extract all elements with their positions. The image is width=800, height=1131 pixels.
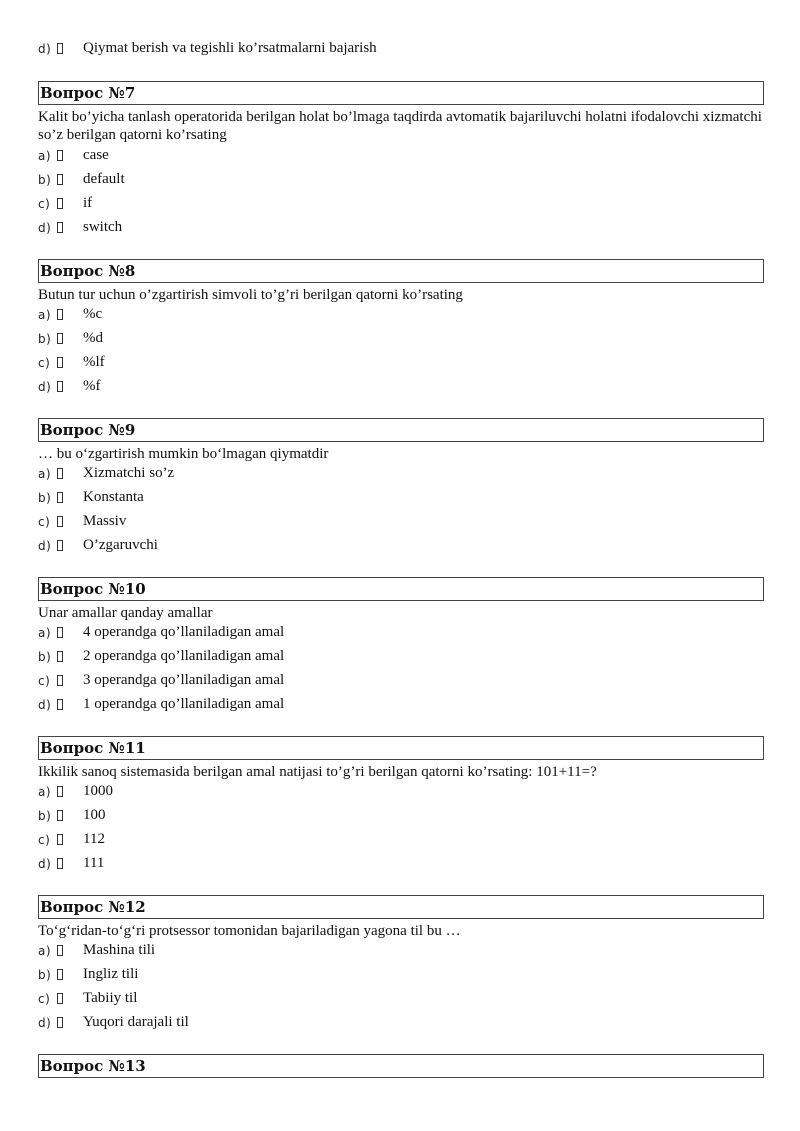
checkbox-icon[interactable] [57,627,63,638]
option-text: O’zgaruvchi [83,537,158,553]
question-header-13 [38,1054,764,1078]
option-text: Xizmatchi so’z [83,465,175,481]
option-text: Ingliz tili [83,966,139,982]
option-letter: a) [38,626,52,640]
checkbox-icon[interactable] [57,468,63,479]
question-text-9: … bu o‘zgartirish mumkin bo‘lmagan qiymatdir [38,446,329,462]
checkbox-icon[interactable] [57,993,63,1004]
option-10-a[interactable] [38,624,758,646]
option-text: Massiv [83,513,127,529]
option-text: case [83,147,109,163]
checkbox-icon[interactable] [57,699,63,710]
checkbox-icon[interactable] [57,492,63,503]
option-letter: c) [38,992,51,1006]
question-title: Вопрос №11 [40,739,146,757]
question-title: Вопрос №10 [40,580,146,598]
option-12-b[interactable] [38,966,758,988]
checkbox-icon[interactable] [57,43,63,54]
option-9-b[interactable] [38,489,758,511]
checkbox-icon[interactable] [57,945,63,956]
option-text: default [83,171,125,187]
question-text-7: Kalit bo’yicha tanlash operatorida berilgan holat bo’lmaga taqdirda avtomatik bajariluvchi holatni ifodalovchi xizmatchi so’z berilgan qatorni ko’rsating [38,109,762,143]
option-text: 3 operandga qo’llaniladigan amal [83,672,285,688]
question-text-12: To‘g‘ridan-to‘g‘ri protsessor tomonidan bajariladigan yagona til bu … [38,923,461,939]
option-text: switch [83,219,123,235]
option-11-c[interactable] [38,831,758,853]
checkbox-icon[interactable] [57,810,63,821]
option-letter: c) [38,515,51,529]
option-10-b[interactable] [38,648,758,670]
option-8-d[interactable] [38,378,758,400]
checkbox-icon[interactable] [57,540,63,551]
option-7-b[interactable] [38,171,758,193]
question-title: Вопрос №7 [40,84,136,102]
option-letter: b) [38,491,52,505]
checkbox-icon[interactable] [57,381,63,392]
option-letter: a) [38,944,52,958]
option-text: %lf [83,354,105,370]
option-letter: d) [38,857,52,871]
checkbox-icon[interactable] [57,651,63,662]
checkbox-icon[interactable] [57,357,63,368]
option-text: Tabiiy til [83,990,138,1006]
option-letter: d) [38,539,52,553]
option-12-c[interactable] [38,990,758,1012]
option-letter: b) [38,809,52,823]
option-text: Yuqori darajali til [83,1014,189,1030]
checkbox-icon[interactable] [57,150,63,161]
checkbox-icon[interactable] [57,333,63,344]
checkbox-icon[interactable] [57,174,63,185]
option-text: %f [83,378,101,394]
question-text-11: Ikkilik sanoq sistemasida berilgan amal natijasi to’g’ri berilgan qatorni ko’rsating: 101+11=? [38,764,597,780]
option-text: %c [83,306,103,322]
question-text-8: Butun tur uchun o’zgartirish simvoli to’g’ri berilgan qatorni ko’rsating [38,287,463,303]
option-letter: d) [38,380,52,394]
option-letter: b) [38,968,52,982]
question-header-12 [38,895,764,919]
checkbox-icon[interactable] [57,834,63,845]
option-letter: a) [38,467,52,481]
option-9-c[interactable] [38,513,758,535]
option-letter: b) [38,650,52,664]
checkbox-icon[interactable] [57,675,63,686]
option-carry-over[interactable] [38,40,758,62]
option-7-d[interactable] [38,219,758,241]
option-letter: c) [38,674,51,688]
checkbox-icon[interactable] [57,858,63,869]
option-text: Mashina tili [83,942,156,958]
checkbox-icon[interactable] [57,222,63,233]
question-header-9 [38,418,764,442]
question-title: Вопрос №8 [40,262,136,280]
option-letter: d) [38,698,52,712]
option-10-d[interactable] [38,696,758,718]
option-12-a[interactable] [38,942,758,964]
option-letter: c) [38,356,51,370]
option-text: if [83,195,93,211]
option-letter: c) [38,197,51,211]
option-text: Qiymat berish va tegishli ko’rsatmalarni bajarish [83,40,377,56]
option-8-a[interactable] [38,306,758,328]
option-text: Konstanta [83,489,144,505]
option-text: 100 [83,807,106,823]
option-10-c[interactable] [38,672,758,694]
question-header-8 [38,259,764,283]
option-text: 112 [83,831,105,847]
checkbox-icon[interactable] [57,1017,63,1028]
question-header-11 [38,736,764,760]
option-11-d[interactable] [38,855,758,877]
option-letter: a) [38,149,52,163]
option-9-d[interactable] [38,537,758,559]
option-letter: c) [38,833,51,847]
option-text: 4 operandga qo’llaniladigan amal [83,624,285,640]
option-7-a[interactable] [38,147,758,169]
checkbox-icon[interactable] [57,309,63,320]
option-11-a[interactable] [38,783,758,805]
option-letter: d) [38,1016,52,1030]
option-text: %d [83,330,103,346]
checkbox-icon[interactable] [57,516,63,527]
option-text: 1000 [83,783,113,799]
question-title: Вопрос №12 [40,898,146,916]
option-letter: d) [38,42,52,56]
question-text-10: Unar amallar qanday amallar [38,605,213,621]
question-title: Вопрос №9 [40,421,136,439]
checkbox-icon[interactable] [57,969,63,980]
option-text: 111 [83,855,105,871]
option-text: 2 operandga qo’llaniladigan amal [83,648,285,664]
option-9-a[interactable] [38,465,758,487]
option-text: 1 operandga qo’llaniladigan amal [83,696,285,712]
option-8-b[interactable] [38,330,758,352]
option-letter: b) [38,332,52,346]
option-letter: a) [38,785,52,799]
option-letter: a) [38,308,52,322]
checkbox-icon[interactable] [57,198,63,209]
option-12-d[interactable] [38,1014,758,1036]
question-title: Вопрос №13 [40,1057,146,1075]
option-11-b[interactable] [38,807,758,829]
checkbox-icon[interactable] [57,786,63,797]
option-letter: d) [38,221,52,235]
option-letter: b) [38,173,52,187]
option-7-c[interactable] [38,195,758,217]
question-header-10 [38,577,764,601]
option-8-c[interactable] [38,354,758,376]
question-header-7 [38,81,764,105]
